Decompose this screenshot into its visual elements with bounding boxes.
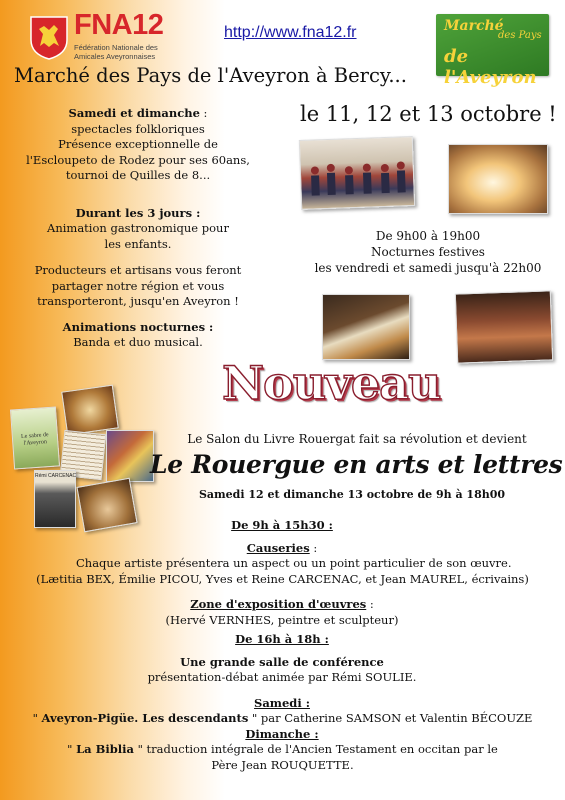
dimanche-title: La Biblia — [76, 742, 134, 756]
causeries-line-1: Chaque artiste présentera un aspect ou un point particulier de son œuvre. — [76, 556, 512, 570]
causeries-heading: Causeries — [246, 540, 310, 555]
hours-line-3: les vendredi et samedi jusqu'à 22h00 — [314, 261, 542, 275]
salon-dates: Samedi 12 et dimanche 13 octobre de 9h à 18h00 — [198, 488, 506, 501]
expo-heading-row — [132, 597, 432, 613]
weekend-line-3: l'Escloupeto de Rodez pour ses 60ans, — [26, 152, 250, 167]
logo-text: FNA12 — [74, 9, 164, 41]
nouveau-heading: Nouveau — [222, 356, 441, 410]
salon-name: Le Rouergue en arts et lettres — [150, 450, 563, 479]
website-link[interactable]: http://www.fna12.fr — [224, 24, 357, 41]
painting-cover — [106, 430, 154, 482]
logo-subtitle-1: Fédération Nationale des — [74, 43, 158, 52]
marche-badge — [436, 14, 549, 88]
three-days-line-2: les enfants. — [104, 236, 172, 251]
samedi-title: Aveyron-Pigüe. Les descendants — [41, 711, 249, 725]
weekend-heading: Samedi et dimanche — [68, 106, 200, 120]
causeries-heading-row — [132, 541, 432, 557]
book-cover-1-title: Le sabre de l'Aveyron — [20, 432, 49, 447]
weekend-line-1: spectacles folkloriques — [71, 121, 205, 136]
badge-line-3: de l'Aveyron — [444, 46, 537, 88]
dimanche-quote-open: " — [67, 742, 77, 756]
expo-colon: : — [366, 597, 374, 611]
weekend-line-2: Présence exceptionnelle de — [58, 137, 218, 151]
dimanche-heading: Dimanche : — [245, 726, 319, 741]
page-title: Marché des Pays de l'Aveyron à Bercy... — [14, 64, 407, 87]
hours-line-1: De 9h00 à 19h00 — [375, 229, 481, 243]
weekend-heading-row — [8, 106, 268, 122]
ornament-cover — [61, 385, 119, 436]
event-dates: le 11, 12 et 13 octobre ! — [300, 102, 557, 126]
logo-subtitle-2: Amicales Aveyronnaises — [74, 52, 156, 61]
hours-block — [292, 228, 564, 276]
night-heading: Animations nocturnes : — [62, 319, 214, 334]
slot2-heading: De 16h à 18h : — [235, 632, 329, 646]
book-cover-2-title: Rémi CARCENAC — [35, 473, 77, 479]
samedi-line — [0, 711, 565, 727]
samedi-quote-open: " — [32, 711, 42, 725]
conference-line: présentation-débat animée par Rémi SOULIE. — [147, 670, 417, 684]
expo-line: (Hervé VERNHES, peintre et sculpteur) — [165, 612, 399, 627]
expo-heading: Zone d'exposition d'œuvres — [190, 597, 367, 611]
dimanche-rest: " traduction intégrale de l'Ancien Testament en occitan par le — [133, 742, 498, 756]
salon-intro: Le Salon du Livre Rouergat fait sa révolution et devient — [187, 432, 527, 446]
samedi-heading: Samedi : — [254, 695, 310, 710]
three-days-line-1: Animation gastronomique pour — [47, 221, 229, 235]
cooking-photo — [448, 144, 548, 214]
dimanche-line-2: Père Jean ROUQUETTE. — [211, 757, 354, 772]
crowd-photo — [455, 290, 553, 363]
hours-line-2: Nocturnes festives — [371, 245, 485, 259]
conference-heading: Une grande salle de conférence — [180, 654, 384, 669]
producers-line-3: transporteront, jusqu'en Aveyron ! — [37, 294, 239, 308]
badge-line-2: des Pays — [498, 30, 542, 41]
dimanche-line-1 — [0, 742, 565, 758]
folk-dance-photo — [299, 136, 415, 210]
fna12-logo — [28, 9, 178, 62]
weekend-colon: : — [199, 106, 208, 120]
lion-emblem-icon — [28, 14, 70, 60]
left-column — [8, 106, 268, 351]
slot1-heading: De 9h à 15h30 : — [231, 518, 333, 532]
program-block — [0, 518, 565, 773]
samedi-rest: " par Catherine SAMSON et Valentin BÉCOUZE — [248, 711, 533, 725]
causeries-colon: : — [309, 540, 318, 555]
causeries-line-2: (Lætitia BEX, Émilie PICOU, Yves et Reine CARCENAC, et Jean MAUREL, écrivains) — [36, 571, 529, 586]
three-days-heading: Durant les 3 jours : — [75, 205, 201, 220]
producers-line-2: partager notre région et vous — [51, 278, 225, 293]
aligot-photo — [322, 294, 410, 360]
producers-line-1: Producteurs et artisans vous feront — [34, 263, 242, 277]
book-cover-1 — [10, 406, 60, 469]
night-line-1: Banda et duo musical. — [73, 335, 203, 349]
weekend-line-4: tournoi de Quilles de 8... — [65, 168, 211, 182]
badge-line-1: Marché — [444, 18, 504, 34]
